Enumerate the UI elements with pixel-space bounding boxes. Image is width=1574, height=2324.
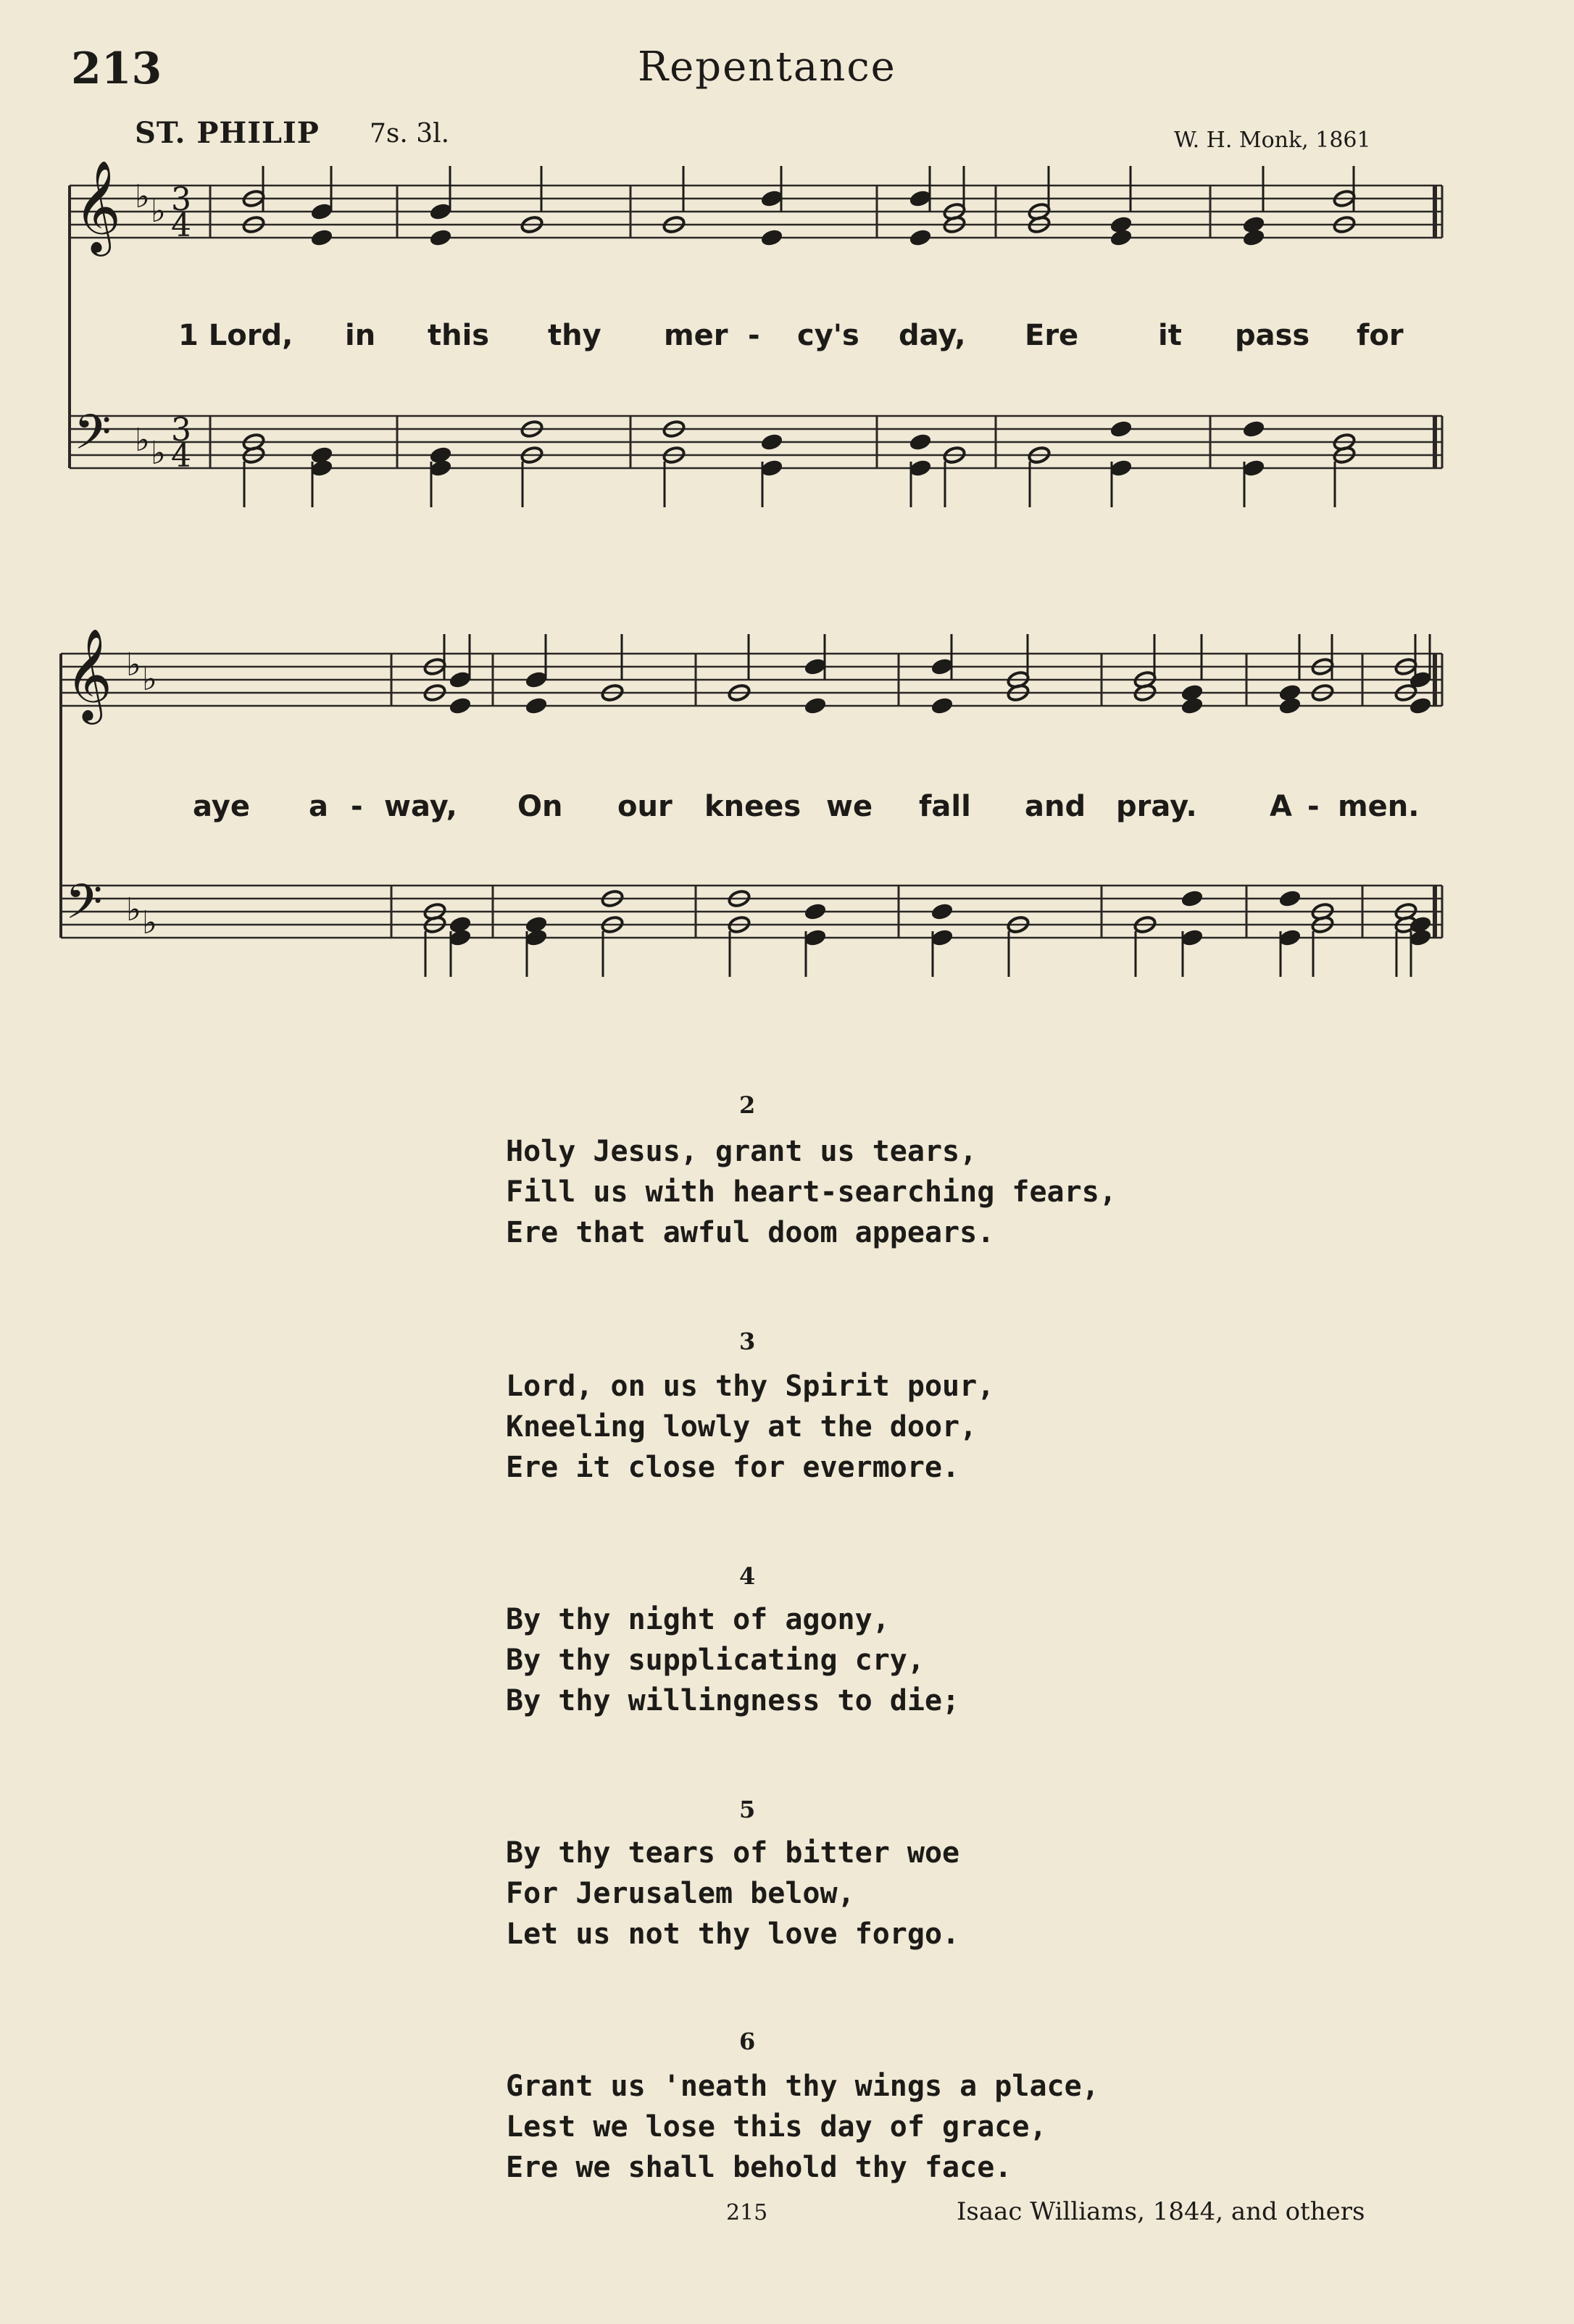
note-head	[429, 228, 452, 247]
note-head	[1180, 889, 1204, 908]
note-head	[930, 696, 954, 715]
note-head	[525, 696, 548, 715]
lyric-syllable: Ere	[1025, 319, 1079, 352]
lyric-syllable: -	[351, 790, 363, 823]
flat-icon: ♭	[135, 178, 150, 215]
lyric-syllable: pass	[1235, 319, 1310, 352]
lyric-syllable: for	[1357, 319, 1404, 352]
lyric-syllable: fall	[919, 790, 971, 823]
note-head	[1109, 228, 1133, 247]
note-head	[1278, 696, 1302, 715]
note-head	[804, 928, 827, 947]
note-head	[310, 459, 333, 478]
flat-icon: ♭	[126, 891, 141, 928]
time-signature-icon: 4	[171, 438, 191, 475]
lyric-syllable: -	[748, 319, 760, 352]
lyric-syllable: this	[428, 319, 490, 352]
note-head	[930, 657, 954, 676]
note-head	[525, 928, 548, 947]
note-head	[1242, 228, 1265, 247]
treble-clef-icon: 𝄞	[74, 159, 122, 252]
lyric-syllable: thy	[548, 319, 601, 352]
note-head	[760, 433, 783, 451]
tune-name: ST. PHILIP	[135, 116, 320, 150]
stanza-line: Ere it close for evermore.	[506, 1451, 960, 1484]
flat-icon: ♭	[142, 661, 157, 698]
stanza-number: 4	[739, 1562, 756, 1590]
note-head	[909, 228, 932, 247]
time-signature-icon: 3	[171, 181, 191, 218]
note-head	[1180, 696, 1204, 715]
stanza-line: By thy night of agony,	[506, 1603, 890, 1636]
time-signature-icon: 4	[171, 207, 191, 244]
composer-credit: W. H. Monk, 1861	[1174, 128, 1371, 153]
stanza-number: 2	[739, 1091, 756, 1119]
flat-icon: ♭	[151, 193, 166, 230]
note-head	[804, 696, 827, 715]
note-head	[930, 928, 954, 947]
lyric-syllable: A	[1270, 790, 1292, 823]
note-head	[909, 433, 932, 451]
page-number: 213	[71, 43, 162, 94]
flat-icon: ♭	[142, 904, 157, 941]
flat-icon: ♭	[126, 646, 141, 683]
lyric-syllable: knees	[704, 790, 801, 823]
note-head	[1409, 696, 1432, 715]
note-head	[310, 228, 333, 247]
running-head: Repentance	[638, 43, 896, 91]
stanza-number: 5	[739, 1796, 756, 1823]
note-head	[1180, 928, 1204, 947]
stanza-line: Ere we shall behold thy face.	[506, 2151, 1012, 2184]
lyric-syllable: men.	[1338, 790, 1420, 823]
lyric-syllable: we	[826, 790, 873, 823]
lyric-syllable: way,	[384, 790, 457, 823]
stanza-number: 3	[739, 1328, 756, 1355]
stanza-line: For Jerusalem below,	[506, 1877, 855, 1910]
note-head	[1109, 459, 1133, 478]
note-head	[429, 459, 452, 478]
note-head	[909, 189, 932, 208]
note-head	[930, 902, 954, 921]
stanza-line: Fill us with heart-searching fears,	[506, 1175, 1117, 1209]
flat-icon: ♭	[135, 422, 150, 459]
note-head	[760, 459, 783, 478]
lyric-syllable: in	[345, 319, 376, 352]
tune-meter: 7s. 3l.	[370, 119, 450, 149]
lyric-syllable: our	[617, 790, 673, 823]
note-head	[1109, 420, 1133, 438]
stanza-line: Lest we lose this day of grace,	[506, 2110, 1047, 2144]
stanza-line: By thy willingness to die;	[506, 1684, 960, 1717]
stanza-line: Kneeling lowly at the door,	[506, 1410, 978, 1444]
stanza-line: Holy Jesus, grant us tears,	[506, 1135, 978, 1168]
note-head	[760, 228, 783, 247]
note-head	[449, 696, 472, 715]
stanza-line: Grant us 'neath thy wings a place,	[506, 2070, 1099, 2103]
note-head	[525, 670, 548, 689]
stanza-line: By thy supplicating cry,	[506, 1644, 925, 1677]
note-head	[1242, 459, 1265, 478]
hymn-page-number: 215	[726, 2200, 768, 2225]
note-head	[429, 202, 452, 221]
stanza-line: Let us not thy love forgo.	[506, 1917, 960, 1951]
flat-icon: ♭	[151, 435, 166, 472]
note-head	[310, 202, 333, 221]
stanza-line: By thy tears of bitter woe	[506, 1836, 960, 1870]
lyric-syllable: -	[1307, 790, 1320, 823]
treble-clef-icon: 𝄞	[65, 628, 113, 720]
note-head	[909, 459, 932, 478]
lyric-syllable: 1 Lord,	[178, 319, 293, 352]
note-head	[1242, 420, 1265, 438]
lyric-syllable: pray.	[1116, 790, 1197, 823]
note-head	[804, 902, 827, 921]
lyric-syllable: On	[517, 790, 563, 823]
stanza-line: Lord, on us thy Spirit pour,	[506, 1370, 995, 1403]
music-score	[0, 0, 1574, 1029]
score-graphic	[0, 0, 1574, 1029]
note-head	[804, 657, 827, 676]
bass-clef-icon: 𝄢	[65, 874, 103, 941]
lyric-syllable: it	[1158, 319, 1182, 352]
note-head	[1409, 928, 1432, 947]
bass-clef-icon: 𝄢	[74, 404, 112, 472]
note-head	[449, 928, 472, 947]
stanza-number: 6	[739, 2028, 756, 2055]
note-head	[449, 670, 472, 689]
lyric-syllable: a	[309, 790, 328, 823]
lyric-syllable: day,	[899, 319, 966, 352]
note-head	[1278, 928, 1302, 947]
lyric-syllable: and	[1025, 790, 1086, 823]
lyric-syllable: aye	[193, 790, 250, 823]
note-head	[760, 189, 783, 208]
stanza-line: Ere that awful doom appears.	[506, 1216, 995, 1249]
time-signature-icon: 3	[171, 412, 191, 449]
lyric-syllable: mer	[664, 319, 728, 352]
text-author-credit: Isaac Williams, 1844, and others	[957, 2197, 1365, 2226]
note-head	[1278, 889, 1302, 908]
lyric-syllable: cy's	[797, 319, 859, 352]
